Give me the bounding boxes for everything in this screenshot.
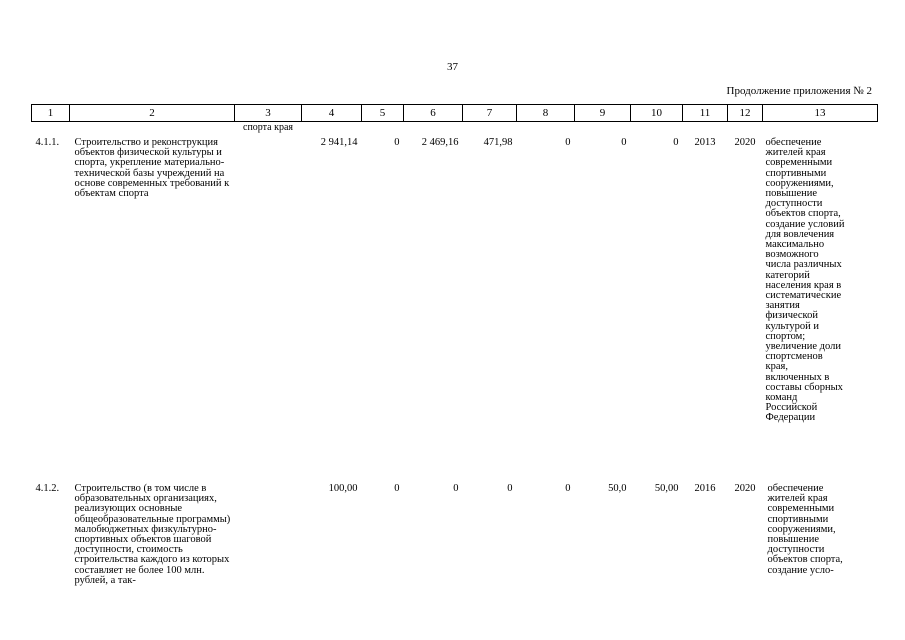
column-number-row	[32, 105, 878, 122]
row-col5: 0	[394, 137, 400, 148]
row-start-year: 2016	[694, 483, 716, 494]
row-col10: 50,00	[654, 483, 679, 494]
column-header: 2	[70, 105, 235, 122]
row-id: 4.1.2.	[35, 483, 60, 494]
column-header: 5	[362, 105, 404, 122]
row-col6: 0	[453, 483, 459, 494]
column-header: 13	[763, 105, 878, 122]
continuation-label: Продолжение приложения № 2	[726, 85, 872, 97]
row-result	[763, 484, 878, 586]
row-col8: 0	[565, 137, 571, 148]
row-description-text: Строительство и реконструкция объектов физической культуры и спорта, укрепление материально-технической базы учреждений на основе современных требований к объектам спорта	[74, 137, 230, 200]
column-header: 6	[404, 105, 463, 122]
column-header: 4	[302, 105, 362, 122]
row-result-text: обеспечение жителей края современными спортивными сооружениями, повышение доступности объектов спорта, создание усло-	[767, 483, 843, 576]
column-header: 9	[575, 105, 631, 122]
row-col6: 2 469,16	[421, 137, 459, 148]
column-header: 8	[517, 105, 575, 122]
column-header: 1	[32, 105, 70, 122]
carryover-cell: спорта края	[243, 122, 293, 133]
row-col9: 50,0	[608, 483, 627, 494]
program-table	[31, 104, 878, 586]
row-col3	[235, 484, 302, 586]
column-header: 7	[463, 105, 517, 122]
row-col8: 0	[565, 483, 571, 494]
row-col9: 0	[621, 137, 627, 148]
page-number: 37	[447, 61, 458, 73]
row-col5: 0	[394, 483, 400, 494]
row-description	[70, 484, 235, 586]
row-id: 4.1.1.	[35, 137, 60, 148]
row-col4: 2 941,14	[320, 137, 358, 148]
row-result	[763, 138, 878, 484]
column-header: 11	[683, 105, 728, 122]
row-result-text: обеспечение жителей края современными спортивными сооружениями, повышение доступности объектов спорта, создание условий для вовлечения максимально возможного числа различных категорий населения края в систематические занятия физической культурой и спортом; увеличение доли спортсменов края, включенных в составы сборных команд Российской Федерации	[765, 137, 845, 424]
table-row	[32, 484, 878, 586]
row-col7: 0	[507, 483, 513, 494]
row-col4: 100,00	[328, 483, 358, 494]
row-end-year: 2020	[734, 483, 756, 494]
row-description	[70, 138, 235, 484]
column-header: 3	[235, 105, 302, 122]
carryover-row	[32, 122, 878, 139]
column-header: 10	[631, 105, 683, 122]
column-header: 12	[728, 105, 763, 122]
row-col10: 0	[673, 137, 679, 148]
table-row	[32, 138, 878, 484]
row-col3	[235, 138, 302, 484]
row-end-year: 2020	[734, 137, 756, 148]
row-start-year: 2013	[694, 137, 716, 148]
row-description-text: Строительство (в том числе в образовательных организациях, реализующих основные общеобразовательные программы) малобюджетных физкультурно-спортивных объектов шаговой доступности, стоимость строительства каждого из которых составляет не более 100 млн. рублей, а так-	[74, 483, 231, 586]
row-col7: 471,98	[483, 137, 513, 148]
